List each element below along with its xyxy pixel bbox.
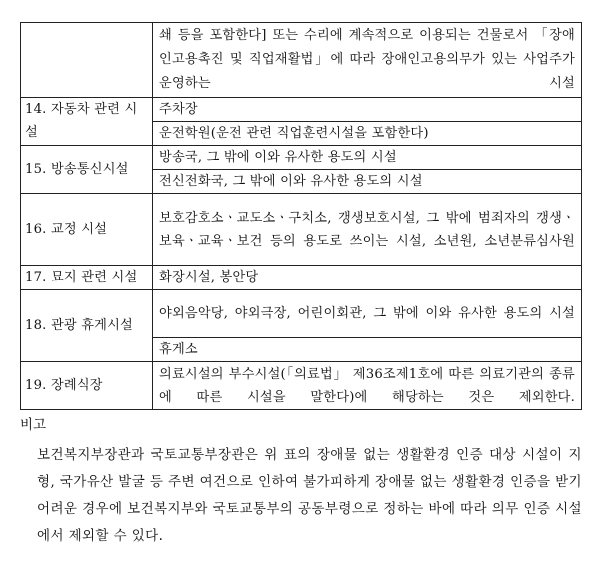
category-cell: 19. 장례식장 — [21, 362, 153, 410]
table-row — [21, 194, 582, 266]
category-cell: 18. 관광 휴게시설 — [21, 290, 153, 362]
table-row — [21, 266, 582, 290]
category-cell — [21, 23, 153, 98]
content-cell: 화장시설, 봉안당 — [153, 266, 582, 290]
remarks-heading: 비고 — [20, 417, 47, 433]
table-row — [21, 146, 582, 170]
content-cell: 보호감호소ㆍ교도소ㆍ구치소, 갱생보호시설, 그 밖에 범죄자의 갱생ㆍ보육ㆍ교육ㆍ보건 등의 용도로 쓰이는 시설, 소년원, 소년분류심사원 — [153, 194, 582, 266]
table-row — [21, 362, 582, 410]
category-cell: 17. 묘지 관련 시설 — [21, 266, 153, 290]
content-cell: 휴게소 — [153, 338, 582, 362]
remarks-paragraph: 보건복지부장관과 국토교통부장관은 위 표의 장애물 없는 생활환경 인증 대상 시설이 지형, 국가유산 발굴 등 주변 여건으로 인하여 불가피하게 장애물 없는 생활환경 인증을 받기 어려운 경우에 보건복지부와 국토교통부의 공동부령으로 정하는 바에 따라 의무 인증 시설에서 제외할 수 있다. — [37, 447, 582, 544]
category-cell: 14. 자동차 관련 시설 — [21, 98, 153, 146]
content-cell: 야외음악당, 야외극장, 어린이회관, 그 밖에 이와 유사한 용도의 시설 — [153, 290, 582, 338]
content-cell: 주차장 — [153, 98, 582, 122]
category-cell: 16. 교정 시설 — [21, 194, 153, 266]
content-cell: 의료시설의 부수시설(「의료법」 제36조제1호에 따른 의료기관의 종류에 따른 시설을 말한다)에 해당하는 것은 제외한다. — [153, 362, 582, 410]
table-row — [21, 23, 582, 98]
table-row — [21, 290, 582, 338]
table-row — [21, 98, 582, 122]
content-cell: 운전학원(운전 관련 직업훈련시설을 포함한다) — [153, 122, 582, 146]
facility-table — [20, 22, 582, 410]
content-cell: 방송국, 그 밖에 이와 유사한 용도의 시설 — [153, 146, 582, 170]
content-cell: 전신전화국, 그 밖에 이와 유사한 용도의 시설 — [153, 170, 582, 194]
category-cell: 15. 방송통신시설 — [21, 146, 153, 194]
content-cell: 쇄 등을 포함한다] 또는 수리에 계속적으로 이용되는 건물로서 「장애인고용촉진 및 직업재활법」에 따라 장애인고용의무가 있는 사업주가 운영하는 시설 — [153, 23, 582, 98]
